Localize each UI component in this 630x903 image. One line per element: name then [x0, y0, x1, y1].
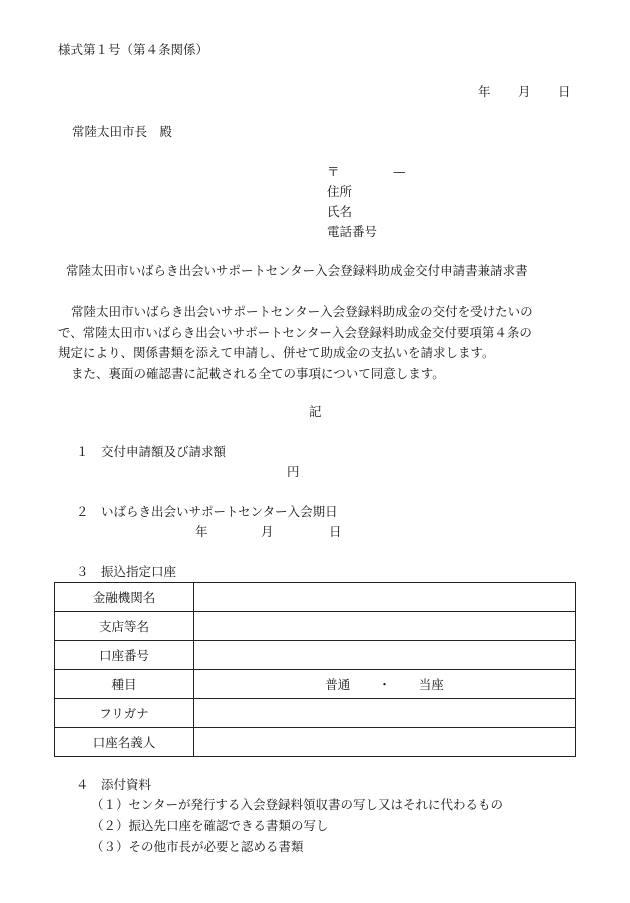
attachment-item-1: （１）センターが発行する入会登録料領収書の写し又はそれに代わるもの [91, 797, 504, 812]
address-label: 住所 [327, 184, 353, 199]
account-type-ordinary[interactable]: 普通 [325, 677, 351, 692]
table-row [55, 583, 576, 612]
body-line-4: また、裏面の確認書に記載される全ての事項について同意します。 [71, 365, 445, 381]
section2-year: 年 [195, 524, 208, 539]
section2-day: 日 [329, 524, 342, 539]
account-type-label: 種目 [55, 670, 194, 699]
furigana-field[interactable] [194, 699, 576, 728]
section3-number: ３ [76, 564, 89, 579]
table-row [55, 641, 576, 670]
section2-month: 月 [261, 524, 274, 539]
account-type-separator: ・ [378, 677, 391, 692]
postal-mark: 〒 [327, 164, 340, 179]
section1-unit: 円 [287, 464, 300, 479]
account-holder-label: 口座名義人 [55, 728, 194, 757]
date-year-label: 年 [478, 84, 491, 99]
bank-name-label: 金融機関名 [55, 583, 194, 612]
section2-number: ２ [76, 504, 89, 519]
body-line-3: 規定により、関係書類を添えて申請し、併せて助成金の支払いを請求します。 [58, 345, 495, 360]
attachment-item-3: （３）その他市長が必要と認める書類 [91, 839, 304, 854]
ki-mark: 記 [309, 404, 322, 419]
body-paragraph [58, 302, 578, 384]
table-row [55, 670, 576, 699]
table-row [55, 728, 576, 757]
postal-dash: — [393, 164, 406, 179]
section4-heading: 添付資料 [101, 777, 152, 792]
furigana-label: フリガナ [55, 699, 194, 728]
account-number-field[interactable] [194, 641, 576, 670]
body-line-2: で、常陸太田市いばらき出会いサポートセンター入会登録料助成金交付要項第４条の [58, 324, 532, 340]
bank-account-table [54, 582, 576, 757]
account-number-label: 口座番号 [55, 641, 194, 670]
section1-heading: 交付申請額及び請求額 [101, 444, 227, 459]
account-type-checking[interactable]: 当座 [418, 677, 444, 692]
account-holder-field[interactable] [194, 728, 576, 757]
section1-number: １ [76, 444, 89, 459]
attachment-item-2: （２）振込先口座を確認できる書類の写し [91, 818, 329, 833]
section3-heading: 振込指定口座 [101, 564, 177, 579]
phone-label: 電話番号 [327, 224, 378, 239]
branch-name-label: 支店等名 [55, 612, 194, 641]
account-type-field[interactable] [194, 670, 576, 699]
branch-name-field[interactable] [194, 612, 576, 641]
document-title: 常陸太田市いばらき出会いサポートセンター入会登録料助成金交付申請書兼請求書 [66, 263, 528, 278]
section2-heading: いばらき出会いサポートセンター入会期日 [101, 504, 338, 519]
body-line-1: 常陸太田市いばらき出会いサポートセンター入会登録料助成金の交付を受けたいの [71, 304, 533, 319]
table-row [55, 612, 576, 641]
addressee: 常陸太田市長 殿 [72, 124, 173, 139]
section4-number: ４ [76, 777, 89, 792]
date-day-label: 日 [558, 84, 571, 99]
name-label: 氏名 [327, 204, 353, 219]
date-month-label: 月 [518, 84, 531, 99]
form-label: 様式第１号（第４条関係） [58, 42, 209, 57]
table-row [55, 699, 576, 728]
bank-name-field[interactable] [194, 583, 576, 612]
